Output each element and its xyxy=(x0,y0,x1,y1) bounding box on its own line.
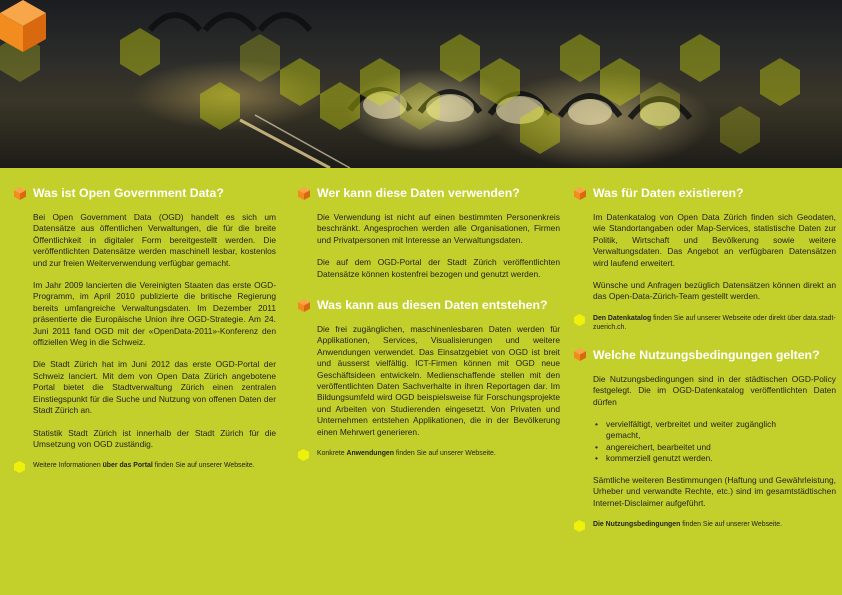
yellow-hexagon-icon xyxy=(574,520,585,532)
footnote-text: Die Nutzungsbedingungen finden Sie auf unserer Webseite. xyxy=(593,520,783,528)
orange-cube-icon xyxy=(574,187,586,200)
footnote xyxy=(574,314,836,332)
section-title: Was ist Open Government Data? xyxy=(33,186,224,200)
paragraph: Wünsche und Anfragen bezüglich Datensätzen können direkt an das Open-Data-Zürich-Team gestellt werden. xyxy=(593,280,836,302)
list-item: • kommerziell genutzt werden. xyxy=(593,453,836,464)
footnote-text: Den Datenkatalog finden Sie auf unserer Webseite oder direkt über data.stadt-zuerich.ch. xyxy=(593,314,836,331)
orange-cube-icon xyxy=(574,348,586,361)
section-title: Was kann aus diesen Daten entstehen? xyxy=(317,298,548,313)
paragraph: Die auf dem OGD-Portal der Stadt Zürich veröffentlichten Datensätze können kostenfrei bezogen und genutzt werden. xyxy=(317,257,560,279)
section-body xyxy=(593,374,836,509)
list-item: • vervielfältigt, verbreitet und weiter zugänglich gemacht, xyxy=(593,419,836,442)
section-heading xyxy=(574,348,836,362)
section-heading xyxy=(298,298,560,312)
terms-of-use-link[interactable]: Die Nutzungsbedingungen xyxy=(593,520,681,528)
night-city-photo xyxy=(0,0,842,168)
paragraph: Sämtliche weiteren Bestimmungen (Haftung und Gewährleistung, Urheber und verwandte Rechte, etc.) sind im gesamtstädtischen Internet-Disclaimer aufgeführt. xyxy=(593,474,836,508)
footnote xyxy=(14,461,276,473)
section-body xyxy=(317,212,560,280)
orange-cube-icon xyxy=(298,187,310,200)
yellow-hexagon-icon xyxy=(14,461,25,473)
yellow-hexagon-icon xyxy=(574,314,585,326)
footnote xyxy=(574,520,836,532)
paragraph: Statistik Stadt Zürich ist innerhalb der Stadt Zürich für die Umsetzung von OGD zuständig. xyxy=(33,427,276,449)
paragraph: Im Datenkatalog von Open Data Zürich finden sich Geodaten, wie Standortangaben oder Map-Services, statistische Daten zur Politik, Wirtschaft und Bevölkerung sowie weitere Verwaltungsdaten. Das Angebot an verfügbaren Datensätzen wird laufend erweitert. xyxy=(593,212,836,268)
applications-link[interactable]: Anwendungen xyxy=(346,450,394,458)
orange-cube-icon xyxy=(298,299,310,312)
column-open-government-data xyxy=(14,186,276,489)
paragraph: Die Nutzungsbedingungen sind in der städtischen OGD-Policy festgelegt. Die im OGD-Datenkatalog veröffentlichten Daten dürfen xyxy=(593,373,836,407)
data-catalog-link[interactable]: Den Datenkatalog xyxy=(593,314,652,322)
paragraph: Bei Open Government Data (OGD) handelt es sich um Datensätze aus öffentlichen Verwaltungen, die für die breite Öffentlichkeit in digitaler Form bereitgestellt werden. Die veröffentlichten Datensätze werden maschinell lesbar, kostenlos und zur freien Weiterverwendung verfügbar gemacht. xyxy=(33,212,276,268)
section-body xyxy=(317,324,560,438)
section-title: Wer kann diese Daten verwenden? xyxy=(317,186,520,200)
footnote-text: Weitere Informationen über das Portal finden Sie auf unserer Webseite. xyxy=(33,462,255,470)
section-body xyxy=(593,212,836,303)
paragraph: Im Jahr 2009 lancierten die Vereinigten Staaten das erste OGD-Programm, im April 2010 publizierte die britische Regierung bereits umfangreiche Verwaltungsdaten. Im Dezember 2011 präsentierte die Europäische Union ihre OGD-Strategie. Am 24. Juni 2011 fand OGD mit der «OpenData-2011»-Konferenz den offiziellen Weg in die Schweiz. xyxy=(33,280,276,348)
paragraph: Die Stadt Zürich hat im Juni 2012 das erste OGD-Portal der Schweiz lanciert. Mit dem von Open Data Zürich angebotene Portal bietet die Stadtverwaltung Zürich einen zentralen Einstiegspunkt für die Suche und Nutzung von offenen Daten der Stadt Zürich an. xyxy=(33,359,276,416)
footnote xyxy=(298,449,560,461)
section-body xyxy=(33,212,276,450)
paragraph: Die frei zugänglichen, maschinenlesbaren Daten werden für Applikationen, Services, Visualisierungen und weitere Anwendungen verwendet. Das Einsatzgebiet von OGD ist breit und äusserst vielfältig. ICT-Firmen können mit OGD neue Geschäftsideen entwickeln. Medienschaffende stellen mit den veröffentlichten Daten Sachverhalte in ihren Reportagen dar. Im Bildungsumfeld wird OGD beispielsweise für Forschungsprojekte und Arbeiten von Studierenden eingesetzt. Von Privaten und Unternehmen entstehen Applikationen, die in der Bevölkerung einen Mehrwert generieren. xyxy=(317,324,560,437)
list-item: • angereichert, bearbeitet und xyxy=(593,442,836,453)
orange-cube-icon xyxy=(14,187,26,200)
section-heading xyxy=(14,186,276,200)
paragraph: Die Verwendung ist nicht auf einen bestimmten Personenkreis beschränkt. Angesprochen werden alle Organisationen, Firmen und Privatpersonen mit Interesse an Verwaltungsdaten. xyxy=(317,212,560,245)
column-data-usage xyxy=(298,186,560,477)
section-title: Welche Nutzungsbedingungen gelten? xyxy=(593,347,820,362)
photo-overlay xyxy=(0,0,842,168)
footnote-text: Konkrete Anwendungen finden Sie auf unserer Webseite. xyxy=(317,450,496,458)
portal-link[interactable]: über das Portal xyxy=(102,462,153,470)
section-title: Was für Daten existieren? xyxy=(593,186,744,200)
cube-icon xyxy=(0,0,46,52)
section-heading xyxy=(298,186,560,200)
column-data-catalog xyxy=(574,186,836,548)
bullet-list xyxy=(593,419,836,465)
section-heading xyxy=(574,186,836,200)
yellow-hexagon-icon xyxy=(298,449,309,461)
